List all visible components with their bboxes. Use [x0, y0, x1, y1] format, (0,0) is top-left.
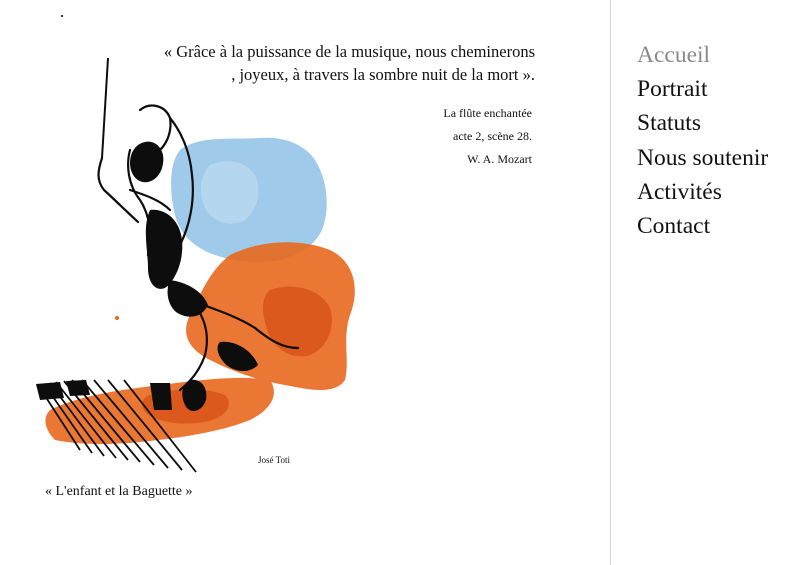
nav-item-portrait[interactable]: Portrait: [637, 76, 708, 103]
attribution-author: W. A. Mozart: [467, 152, 532, 166]
attribution-work: La flûte enchantée: [443, 106, 532, 120]
nav-item-statuts[interactable]: Statuts: [637, 110, 701, 137]
blue-wash-light: [201, 161, 259, 223]
artist-signature: José Toti: [258, 455, 290, 465]
nav-item-nous-soutenir[interactable]: Nous soutenir: [637, 144, 769, 171]
nav-item-accueil[interactable]: Accueil: [637, 42, 711, 68]
orange-dot: [115, 316, 119, 320]
main-navigation: [637, 38, 768, 243]
artwork-caption: « L'enfant et la Baguette »: [45, 484, 193, 499]
conductor-baton: [102, 58, 108, 158]
sidebar-divider: [610, 0, 611, 565]
attribution-scene: acte 2, scène 28.: [453, 129, 532, 143]
stray-dot: [61, 15, 63, 17]
artwork-illustration: [30, 50, 370, 480]
quote-line-2: , joyeux, à travers la sombre nuit de la mort ».: [231, 65, 535, 84]
quote-line-1: « Grâce à la puissance de la musique, nous cheminerons: [163, 42, 535, 61]
quote-attribution: [380, 102, 532, 171]
nav-item-activites[interactable]: Activités: [637, 178, 722, 205]
nav-item-contact[interactable]: Contact: [637, 213, 711, 240]
